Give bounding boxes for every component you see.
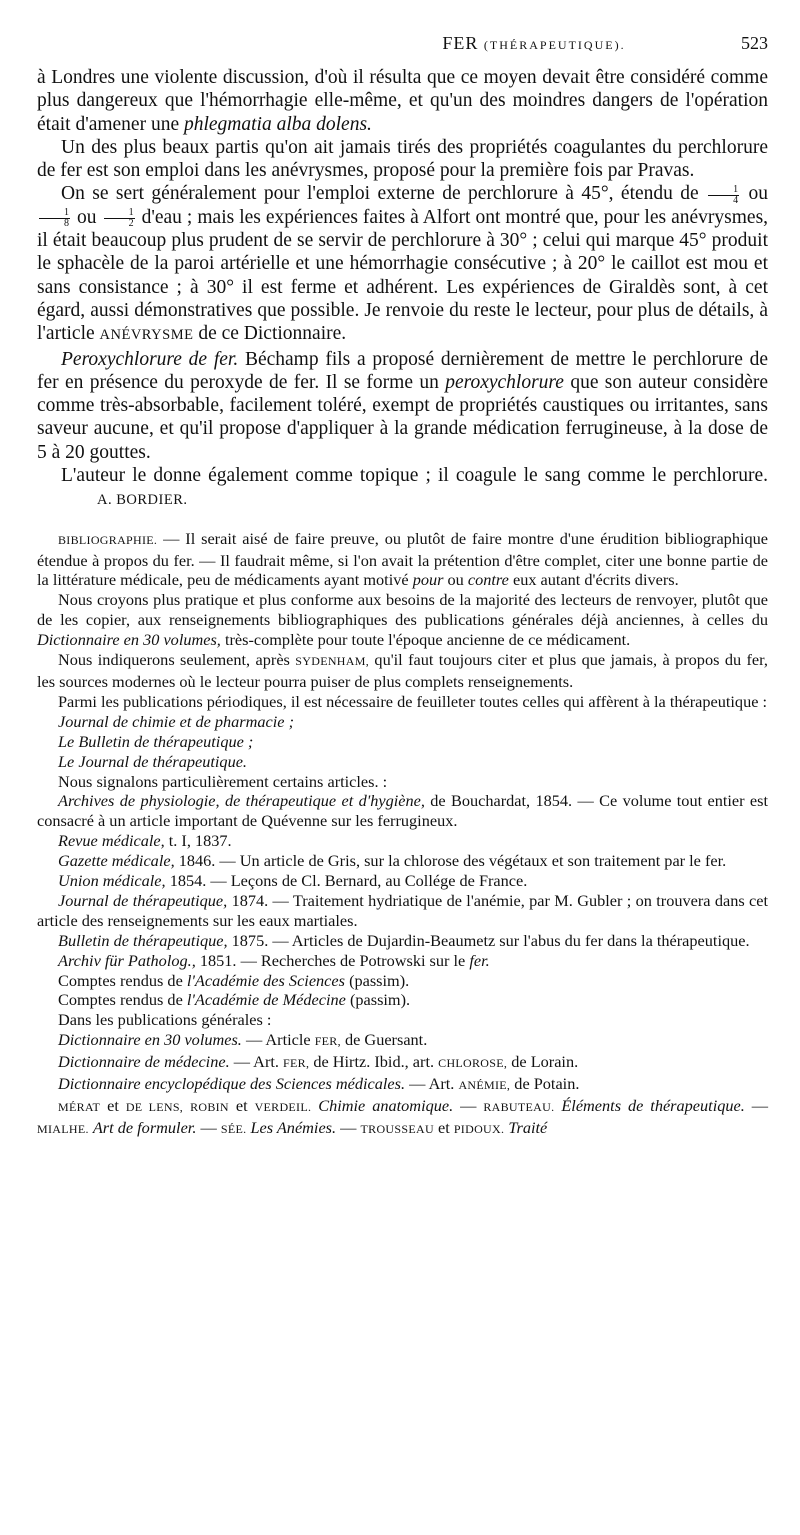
r9-italic: l'Académie de Médecine — [186, 990, 346, 1010]
author-signature: A. BORDIER. — [97, 492, 188, 509]
b2-italic: Dictionnaire en 30 volumes, — [37, 630, 221, 650]
p4-text-a: Béchamp fils a proposé dernièrement de mettre le perchlorure de fer en présence du peroxyde de fer. Il se forme un — [37, 348, 769, 393]
r6-text: 1875. — Articles de Dujardin-Beaumetz sur l'abus du fer dans la thérapeutique. — [231, 930, 750, 950]
r12-text-b: de Hirtz. Ibid., art. — [313, 1052, 435, 1072]
p3-text-c: de ce Dictionnaire. — [198, 323, 347, 345]
r3-text: 1846. — Un article de Gris, sur la chlorose des végétaux et son traitement par le fer. — [178, 851, 727, 871]
paragraph-5 — [37, 464, 768, 513]
paragraph-2: Un des plus beaux partis qu'on ait jamais tirés des propriétés coagulantes du perchlorure de fer est son emploi dans les anévrysmes, proposé pour la première fois par Pravas. — [37, 136, 768, 182]
reference-3 — [37, 851, 768, 871]
r14-author-4: VERDEIL. — [254, 1100, 312, 1115]
b1-contre: contre — [467, 570, 509, 590]
p3-or: ou — [77, 206, 97, 228]
r9-text-a: Comptes rendus de — [58, 990, 183, 1010]
title-main: FER — [442, 33, 479, 53]
reference-13 — [37, 1074, 768, 1096]
paragraph-3 — [37, 182, 768, 347]
r1-italic: Archives de physiologie, de thérapeutique et d'hygiène, — [58, 791, 425, 811]
r2-text: t. I, 1837. — [168, 831, 232, 851]
page-number: 523 — [740, 33, 768, 53]
r4-text: 1854. — Leçons de Cl. Bernard, au Collége de France. — [169, 871, 528, 891]
r8-text-a: Comptes rendus de — [58, 970, 183, 990]
paragraph-1 — [37, 66, 768, 136]
r14-title-2: Éléments de thérapeutique. — [561, 1096, 745, 1116]
b3-text-a: Nous indiquerons seulement, après — [58, 650, 290, 670]
p4-italic-2: peroxychlorure — [445, 371, 564, 393]
fraction-denominator: 4 — [733, 194, 739, 206]
r12-text-c: de Lorain. — [511, 1052, 579, 1072]
reference-14 — [37, 1096, 768, 1140]
p3-or: ou — [748, 183, 769, 205]
r14-and: et — [107, 1096, 119, 1116]
r13-smallcaps: ANÉMIE, — [458, 1078, 511, 1093]
reference-6 — [37, 931, 768, 951]
main-text — [37, 66, 768, 513]
reference-7 — [37, 951, 768, 971]
fraction-numerator: 1 — [39, 208, 70, 219]
r11-text-a: — Article — [245, 1030, 311, 1050]
r14-author-8: TROUSSEAU — [360, 1121, 434, 1136]
b3-text-b: qu'il faut toujours citer et plus que jamais, à propos du fer, les sources modernes où le lecteur pourra puiser de plus complets renseignements. — [37, 650, 768, 691]
r12-text-a: — Art. — [233, 1052, 279, 1072]
r12-italic: Dictionnaire de médecine. — [58, 1052, 230, 1072]
r2-italic: Revue médicale, — [58, 831, 165, 851]
r14-dash: — — [751, 1096, 769, 1116]
r7-text: 1851. — Recherches de Potrowski sur le — [199, 950, 466, 970]
r14-title-3: Art de formuler. — [92, 1117, 197, 1137]
j2-italic: Le Bulletin de thérapeutique ; — [58, 731, 254, 751]
r13-text-b: de Potain. — [514, 1074, 580, 1094]
r7-italic: Archiv für Patholog., — [58, 950, 196, 970]
b1-end: eux autant d'écrits divers. — [512, 570, 679, 590]
biblio-para-2 — [37, 590, 768, 650]
reference-5 — [37, 891, 768, 931]
biblio-heading: BIBLIOGRAPHIE. — [58, 532, 158, 547]
r14-author-2: DE LENS, — [125, 1100, 184, 1115]
r9-text-b: (passim). — [349, 990, 411, 1010]
fraction-quarter — [708, 185, 739, 206]
journal-3 — [37, 752, 768, 772]
p1-text: à Londres une violente discussion, d'où il résulta que ce moyen devait être considéré comme plus dangereux que l'hémorrhagie elle-même, et qu'un des moindres dangers de l'opération était d'amener une — [37, 67, 768, 135]
r11-smallcaps: FER, — [314, 1034, 341, 1049]
r14-author-1: MÉRAT — [58, 1100, 101, 1115]
r14-author-3: ROBIN — [190, 1100, 229, 1115]
p1-italic: phlegmatia alba dolens. — [183, 113, 372, 135]
r14-title-1: Chimie anatomique. — [318, 1096, 454, 1116]
reference-12 — [37, 1052, 768, 1074]
reference-10: Dans les publications générales : — [58, 1010, 272, 1030]
b2-text-b: très-complète pour toute l'époque ancienne de ce médicament. — [224, 630, 631, 650]
bibliography — [37, 529, 768, 1140]
r6-italic: Bulletin de thérapeutique, — [58, 930, 228, 950]
r14-dash: — — [200, 1117, 217, 1137]
fraction-denominator: 8 — [64, 217, 69, 229]
b1-pour: pour — [412, 570, 444, 590]
r8-italic: l'Académie des Sciences — [186, 970, 345, 990]
journal-1 — [37, 712, 768, 732]
page — [37, 30, 768, 1140]
r14-author-7: SÉE. — [220, 1121, 247, 1136]
p4-italic: Peroxychlorure de fer. — [61, 348, 239, 370]
r13-italic: Dictionnaire encyclopédique des Sciences médicales. — [58, 1074, 406, 1094]
r13-text-a: — Art. — [409, 1074, 455, 1094]
r14-title-5: Traité — [508, 1117, 548, 1137]
r12-smallcaps-1: FER, — [283, 1056, 310, 1071]
j3-italic: Le Journal de thérapeutique. — [58, 751, 248, 771]
r4-italic: Union médicale, — [58, 871, 166, 891]
r11-text-b: de Guersant. — [345, 1030, 428, 1050]
title-sub: (THÉRAPEUTIQUE). — [483, 38, 626, 52]
biblio-para-4: Parmi les publications périodiques, il est nécessaire de feuilleter toutes celles qui affèrent à la thérapeutique : — [58, 691, 768, 711]
r14-and: et — [438, 1117, 450, 1137]
b1-ou: ou — [447, 570, 464, 590]
r14-author-5: RABUTEAU. — [483, 1100, 555, 1115]
r3-italic: Gazette médicale, — [58, 851, 175, 871]
fraction-numerator: 1 — [708, 185, 739, 196]
r14-and: et — [235, 1096, 248, 1116]
p3-text-b: d'eau ; mais les expériences faites à Alfort ont montré que, pour les anévrysmes, il était beaucoup plus prudent de se servir de perchlorure à 30° ; celui qui marque 45° produit le sphacèle de la paroi artérielle et une hémorrhagie consécutive ; à 20° le caillot est mou et sans consistance ; à 30° il est ferme et adhérent. Les expériences de Giraldès sont, à cet égard, aussi démonstratives que possible. Je renvoie du reste le lecteur, pour plus de détails, à l'article — [37, 206, 769, 345]
b3-smallcaps: SYDENHAM, — [295, 654, 370, 669]
p5-text: L'auteur le donne également comme topique ; il coagule le sang comme le perchlorure. — [61, 465, 768, 487]
journal-2 — [37, 732, 768, 752]
r14-author-9: PIDOUX. — [453, 1121, 505, 1136]
biblio-para-1 — [37, 529, 768, 591]
running-header — [37, 30, 768, 66]
running-title — [442, 30, 625, 58]
fraction-half — [104, 208, 135, 229]
r8-text-b: (passim). — [349, 970, 410, 990]
fraction-eighth — [39, 208, 70, 229]
reference-2 — [37, 831, 768, 851]
p4-text-b: que son auteur considère comme très-absorbable, facilement toléré, exempt de propriétés caustiques ou irritantes, sans saveur aucune, et qu'il propose d'appliquer à la grande médication ferrugineuse, à la dose de 5 à 20 gouttes. — [37, 371, 769, 463]
r14-dash: — — [460, 1096, 477, 1116]
fraction-denominator: 2 — [128, 217, 134, 229]
paragraph-4 — [37, 348, 768, 464]
b2-text-a: Nous croyons plus pratique et plus conforme aux besoins de la majorité des lecteurs de renvoyer, plutôt que de les copier, aux renseignements bibliographiques des publications générales déjà anciennes, à celles du — [37, 590, 768, 630]
reference-8 — [37, 971, 768, 991]
r5-italic: Journal de thérapeutique, — [58, 890, 228, 910]
p3-smallcaps: ANÉVRYSME — [99, 327, 194, 344]
r14-author-6: MIALHE. — [37, 1121, 89, 1136]
b1-text: — Il serait aisé de faire preuve, ou plutôt de faire montre d'une érudition bibliographique étendue à propos du fer. — Il faudrait même, si l'on avait la prétention d'être complet, citer une bonne partie de la littérature médicale, peu de médicaments ayant motivé — [37, 528, 768, 590]
p3-text-a: On se sert généralement pour l'emploi externe de perchlorure à 45°, étendu de — [61, 183, 699, 205]
biblio-para-3 — [37, 650, 768, 692]
r12-smallcaps-2: CHLOROSE, — [438, 1056, 508, 1071]
r14-title-4: Les Anémies. — [250, 1117, 337, 1137]
fraction-numerator: 1 — [104, 208, 135, 219]
r5-text: 1874. — Traitement hydriatique de l'anémie, par M. Gubler ; on trouvera dans cet article des renseignements sur les eaux martiales. — [37, 890, 769, 930]
reference-9 — [37, 990, 768, 1010]
r14-dash: — — [340, 1117, 357, 1137]
biblio-para-5: Nous signalons particulièrement certains articles. : — [58, 771, 388, 791]
reference-4 — [37, 871, 768, 891]
reference-1 — [37, 791, 768, 831]
reference-11 — [37, 1030, 768, 1052]
r11-italic: Dictionnaire en 30 volumes. — [58, 1030, 242, 1050]
r1-text: de Bouchardat, 1854. — Ce volume tout entier est consacré à un article important de Quévenne sur les ferrugineux. — [37, 791, 768, 831]
j1-italic: Journal de chimie et de pharmacie ; — [58, 711, 295, 731]
r7-italic-2: fer. — [469, 950, 490, 970]
